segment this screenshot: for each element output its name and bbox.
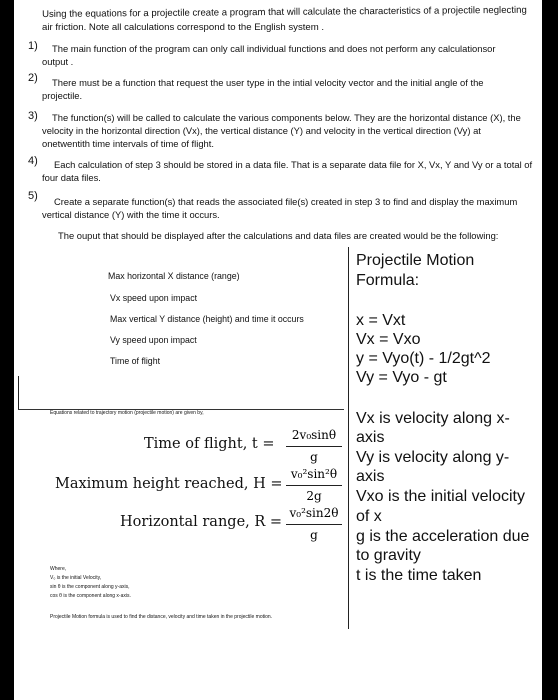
item-1-number: 1) bbox=[28, 40, 38, 52]
where-heading: Where, bbox=[50, 566, 67, 572]
max-height-label: Maximum height reached, H = bbox=[55, 476, 283, 492]
crop-mark-vertical bbox=[18, 376, 19, 409]
formula-y: y = Vyo(t) - 1/2gt^2 bbox=[356, 350, 491, 367]
intro-line-1: Using the equations for a projectile create a program that will calculate the characteristics of a projectile neglecting bbox=[42, 4, 527, 20]
range-numerator: v₀²sin2θ bbox=[289, 506, 339, 520]
output-item-vy: Vy speed upon impact bbox=[110, 335, 197, 345]
definition-line-9: t is the time taken bbox=[356, 567, 482, 584]
max-height-denominator: 2g bbox=[306, 489, 322, 503]
item-2-line-1: There must be a function that request the user type in the intial velocity vector and the initial angle of the bbox=[52, 77, 484, 88]
range-label: Horizontal range, R = bbox=[120, 514, 283, 530]
definition-line-6: of x bbox=[356, 508, 382, 525]
intro-line-2: air friction. Note all calculations correspond to the English system . bbox=[42, 22, 325, 33]
footer-note: Projectile Motion formula is used to find the distance, velocity and time taken in the projectile motion. bbox=[50, 614, 273, 620]
item-5-line-1: Create a separate function(s) that reads the associated file(s) created in step 3 to find and display the maximum bbox=[54, 196, 518, 207]
where-line-2: sin θ is the component along y-axis, bbox=[50, 584, 130, 590]
equations-caption: Equations related to trajectory motion (projectile motion) are given by, bbox=[50, 410, 204, 416]
definition-line-1: Vx is velocity along x- bbox=[356, 410, 510, 427]
panel-subtitle: Formula: bbox=[356, 272, 420, 289]
panel-divider bbox=[348, 247, 349, 629]
formula-vx: Vx = Vxo bbox=[356, 331, 421, 348]
time-of-flight-denominator: g bbox=[310, 450, 318, 464]
range-bar bbox=[286, 524, 342, 525]
where-line-3: cos θ is the component along x-axis. bbox=[50, 593, 131, 599]
item-1-line-2: output . bbox=[42, 56, 74, 67]
item-3-line-3: onetwentith time intervals of time of flight. bbox=[42, 138, 214, 149]
range-denominator: g bbox=[310, 528, 318, 542]
definition-line-7: g is the acceleration due bbox=[356, 528, 530, 545]
output-item-range: Max horizontal X distance (range) bbox=[108, 271, 240, 281]
item-4-number: 4) bbox=[28, 155, 38, 167]
time-of-flight-numerator: 2v₀sinθ bbox=[291, 428, 337, 442]
max-height-numerator: v₀²sin²θ bbox=[290, 467, 338, 481]
item-5-line-2: vertical distance (Y) with the time it occurs. bbox=[42, 209, 220, 220]
output-note: The ouput that should be displayed after the calculations and data files are created would be the following: bbox=[58, 230, 499, 241]
panel-title: Projectile Motion bbox=[356, 252, 475, 269]
item-1-line-1: The main function of the program can only call individual functions and does not perform any calculationsor bbox=[52, 43, 496, 54]
output-item-vx: Vx speed upon impact bbox=[110, 293, 198, 303]
item-2-line-2: projectile. bbox=[42, 90, 83, 101]
max-height-bar bbox=[286, 485, 342, 486]
time-of-flight-label: Time of flight, t = bbox=[144, 436, 275, 452]
where-line-1: V₀ is the initial Velocity, bbox=[50, 575, 102, 581]
output-item-time: Time of flight bbox=[110, 356, 161, 366]
item-4-line-2: four data files. bbox=[42, 172, 101, 183]
item-4-line-1: Each calculation of step 3 should be stored in a data file. That is a separate data file for X, Vx, Y and Vy or a total of bbox=[54, 159, 533, 170]
definition-line-4: axis bbox=[356, 468, 385, 485]
item-2-number: 2) bbox=[28, 72, 38, 84]
definition-line-2: axis bbox=[356, 429, 385, 446]
formula-x: x = Vxt bbox=[356, 312, 406, 329]
formula-vy: Vy = Vyo - gt bbox=[356, 369, 447, 386]
item-5-number: 5) bbox=[28, 190, 38, 202]
time-of-flight-bar bbox=[286, 446, 342, 447]
definition-line-3: Vy is velocity along y- bbox=[356, 449, 510, 466]
document-sheet bbox=[14, 0, 542, 700]
item-3-number: 3) bbox=[28, 110, 38, 122]
item-3-line-2: velocity in the horizontal direction (Vx), the vertical distance (Y) and velocity in the vertical direction (Vy) at bbox=[42, 125, 481, 136]
definition-line-5: Vxo is the initial velocity bbox=[356, 488, 525, 505]
definition-line-8: to gravity bbox=[356, 547, 421, 564]
output-item-height: Max vertical Y distance (height) and time it occurs bbox=[110, 314, 304, 324]
item-3-line-1: The function(s) will be called to calculate the various components below. They are the horizontal distance (X), the bbox=[52, 112, 521, 123]
